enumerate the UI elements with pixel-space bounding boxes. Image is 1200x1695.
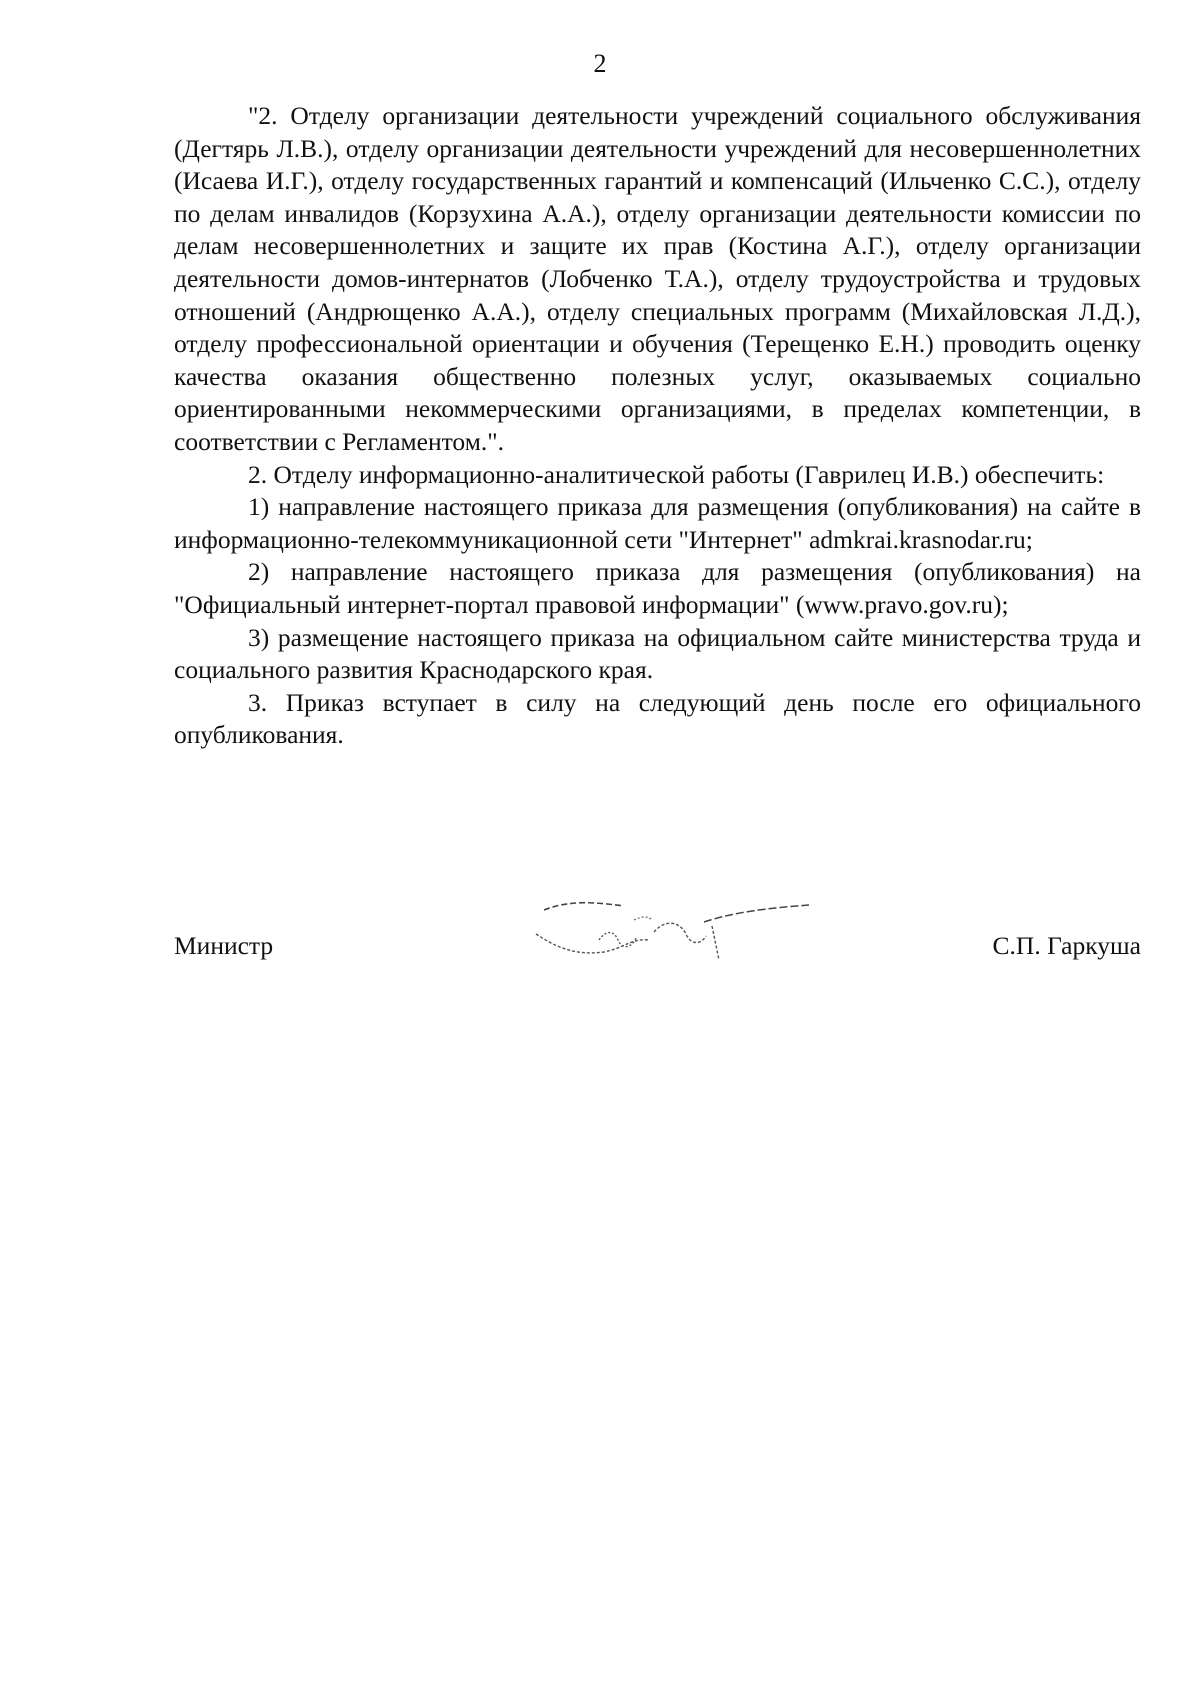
signature-block xyxy=(174,930,1141,970)
document-body xyxy=(174,100,1141,752)
paragraph-subitem-1: 1) направление настоящего приказа для размещения (опубликования) на сайте в информационно-телекоммуникационной сети "Интернет" admkrai.krasnodar.ru; xyxy=(174,492,1141,554)
paragraph-item-2: 2. Отделу информационно-аналитической работы (Гаврилец И.В.) обеспечить: xyxy=(248,459,1105,489)
handwritten-signature xyxy=(514,890,814,980)
paragraph-item-3: 3. Приказ вступает в силу на следующий день после его официального опубликования. xyxy=(174,687,1141,750)
signatory-title: Министр xyxy=(174,931,274,960)
signatory-name: С.П. Гаркуша xyxy=(992,931,1141,960)
paragraph-subitem-3: 3) размещение настоящего приказа на официальном сайте министерства труда и социального развития Краснодарского края. xyxy=(174,622,1141,685)
page-number: 2 xyxy=(593,49,607,78)
paragraph-subitem-2: 2) направление настоящего приказа для размещения (опубликования) на "Официальный интернет-портал правовой информации" (www.pravo.gov.ru); xyxy=(174,557,1141,619)
paragraph-amendment: "2. Отделу организации деятельности учреждений социального обслуживания (Дегтярь Л.В.), отделу организации деятельности учреждений для несовершеннолетних (Исаева И.Г.), отделу государственных гарантий и компенсаций (Ильченко С.С.), отделу по делам инвалидов (Корзухина А.А.), отделу организации деятельности комиссии по делам несовершеннолетних и защите их прав (Костина А.Г.), отделу организации деятельности домов-интернатов (Лобченко Т.А.), отделу трудоустройства и трудовых отношений (Андрющенко А.А.), отделу специальных программ (Михайловская Л.Д.), отделу профессиональной ориентации и обучения (Терещенко Е.Н.) проводить оценку качества оказания общественно полезных услуг, оказываемых социально ориентированными некоммерческими организациями, в пределах компетенции, в соответствии с Регламентом.". xyxy=(174,101,1141,456)
